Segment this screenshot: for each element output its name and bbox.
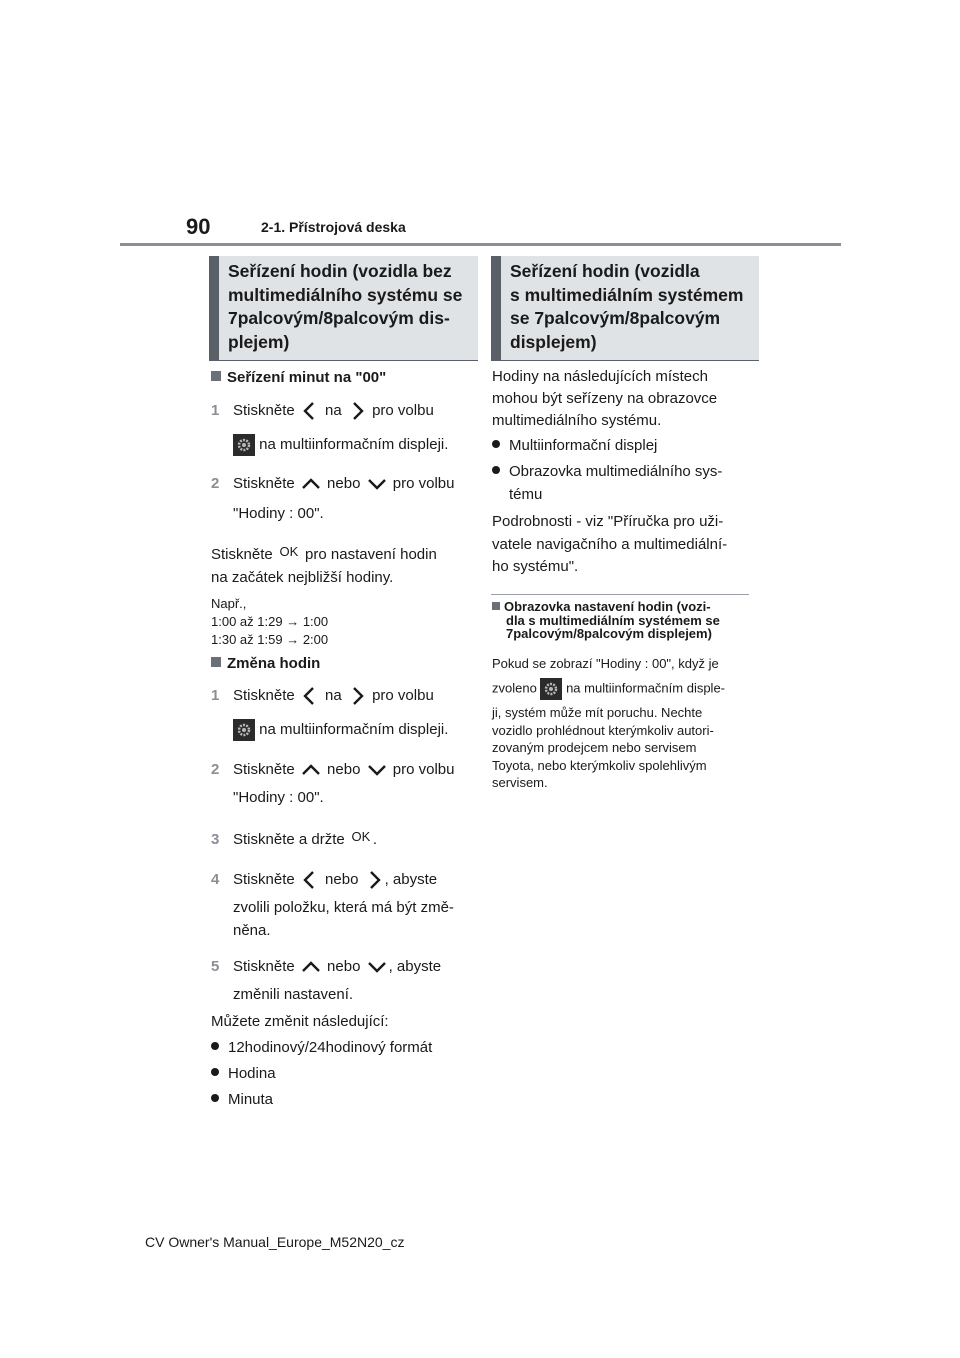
square-bullet-icon	[211, 657, 221, 667]
page-number: 90	[186, 214, 211, 239]
minutes-step-1: 1 Stiskněte na pro volbu	[211, 400, 434, 422]
bullet-icon	[211, 1094, 219, 1102]
right-arrow-icon	[346, 685, 368, 707]
title-line: Seřízení hodin (vozidla	[510, 261, 700, 281]
minutes-step-2-cont: "Hodiny : 00".	[233, 505, 324, 522]
bullet-icon	[211, 1068, 219, 1076]
title-line: se 7palcovým/8palcovým	[510, 308, 721, 328]
change-step-3: 3 Stiskněte a držte OK .	[211, 829, 378, 848]
example-1: 1:00 až 1:29 → 1:00	[211, 614, 329, 629]
title-line: Seřízení hodin (vozidla bez	[228, 261, 452, 281]
list-item: Multiinformační displej	[492, 436, 657, 456]
example-2: 1:30 až 1:59 → 2:00	[211, 632, 329, 647]
list-item: Hodina	[211, 1064, 276, 1084]
section-title: 2-1. Přístrojová deska	[261, 219, 406, 235]
change-step-4: 4 Stiskněte nebo , abyste	[211, 869, 437, 891]
ok-icon: OK	[351, 829, 371, 844]
settings-gear-icon	[540, 678, 562, 700]
can-change-text: Můžete změnit následující:	[211, 1013, 389, 1030]
up-arrow-icon	[299, 475, 323, 493]
right-arrow-icon	[363, 869, 385, 891]
list-item: Minuta	[211, 1090, 273, 1110]
up-arrow-icon	[299, 958, 323, 976]
press-ok-line-2: na začátek nejbližší hodiny.	[211, 569, 394, 586]
left-arrow-icon	[299, 400, 321, 422]
settings-gear-icon	[233, 719, 255, 741]
square-bullet-icon	[211, 371, 221, 381]
title-line: multimediálního systému se	[228, 284, 463, 305]
bullet-icon	[211, 1042, 219, 1050]
divider	[491, 594, 749, 595]
list-item-cont: tému	[509, 486, 543, 503]
details-paragraph: Podrobnosti - viz "Příručka pro uži- vatele navigačního a multimediální- ho systému".	[492, 513, 728, 575]
screen-text-rest: ji, systém může mít poruchu. Nechte vozidlo prohlédnout kterýmkoliv autori- zovaným prodejcem nebo servisem Toyota, nebo kterýmkoliv spolehlivým servisem.	[492, 705, 714, 790]
title-line: plejem)	[228, 331, 290, 352]
list-item: 12hodinový/24hodinový formát	[211, 1038, 432, 1058]
list-item: Obrazovka multimediálního sys-	[492, 462, 722, 482]
change-step-2: 2 Stiskněte nebo pro volbu	[211, 761, 455, 778]
square-bullet-icon	[492, 602, 500, 610]
down-arrow-icon	[365, 761, 389, 779]
bullet-icon	[492, 440, 500, 448]
change-step-4-cont-2: něna.	[233, 922, 271, 939]
screen-heading: Obrazovka nastavení hodin (vozi- dla s multimediálním systémem se 7palcovým/8palcovým displejem)	[492, 600, 720, 641]
screen-text-1: Pokud se zobrazí "Hodiny : 00", když je	[492, 656, 719, 671]
example-label: Např.,	[211, 596, 247, 611]
right-box-title	[491, 256, 759, 361]
header-rule	[120, 243, 841, 246]
down-arrow-icon	[365, 958, 389, 976]
minutes-step-1-cont: na multiinformačním displeji.	[233, 434, 448, 456]
change-step-5-cont: změnili nastavení.	[233, 986, 354, 1003]
change-step-1: 1 Stiskněte na pro volbu	[211, 685, 434, 707]
change-step-1-cont: na multiinformačním displeji.	[233, 719, 448, 741]
change-step-5: 5 Stiskněte nebo , abyste	[211, 958, 442, 975]
left-arrow-icon	[299, 685, 321, 707]
right-arrow-icon	[346, 400, 368, 422]
intro-paragraph: Hodiny na následujících místech mohou být seřízeny na obrazovce multimediálního systému.	[492, 368, 718, 429]
change-step-4-cont: zvolili položku, která má být změ-	[233, 899, 454, 916]
up-arrow-icon	[299, 761, 323, 779]
title-line: displejem)	[510, 331, 597, 352]
minutes-step-2: 2 Stiskněte nebo pro volbu	[211, 475, 455, 492]
minutes-heading: Seřízení minut na "00"	[211, 368, 386, 388]
title-line: 7palcovým/8palcovým dis-	[228, 308, 450, 328]
left-box-title	[209, 256, 478, 361]
down-arrow-icon	[365, 475, 389, 493]
footer-text: CV Owner's Manual_Europe_M52N20_cz	[145, 1234, 405, 1250]
change-heading: Změna hodin	[211, 654, 320, 674]
title-line: s multimediálním systémem	[510, 284, 744, 305]
settings-gear-icon	[233, 434, 255, 456]
bullet-icon	[492, 466, 500, 474]
screen-text-2: zvoleno na multiinformačním disple-	[492, 678, 725, 700]
press-ok-line: Stiskněte OK pro nastavení hodin	[211, 544, 437, 563]
left-arrow-icon	[299, 869, 321, 891]
change-step-2-cont: "Hodiny : 00".	[233, 789, 324, 806]
ok-icon: OK	[279, 544, 299, 559]
